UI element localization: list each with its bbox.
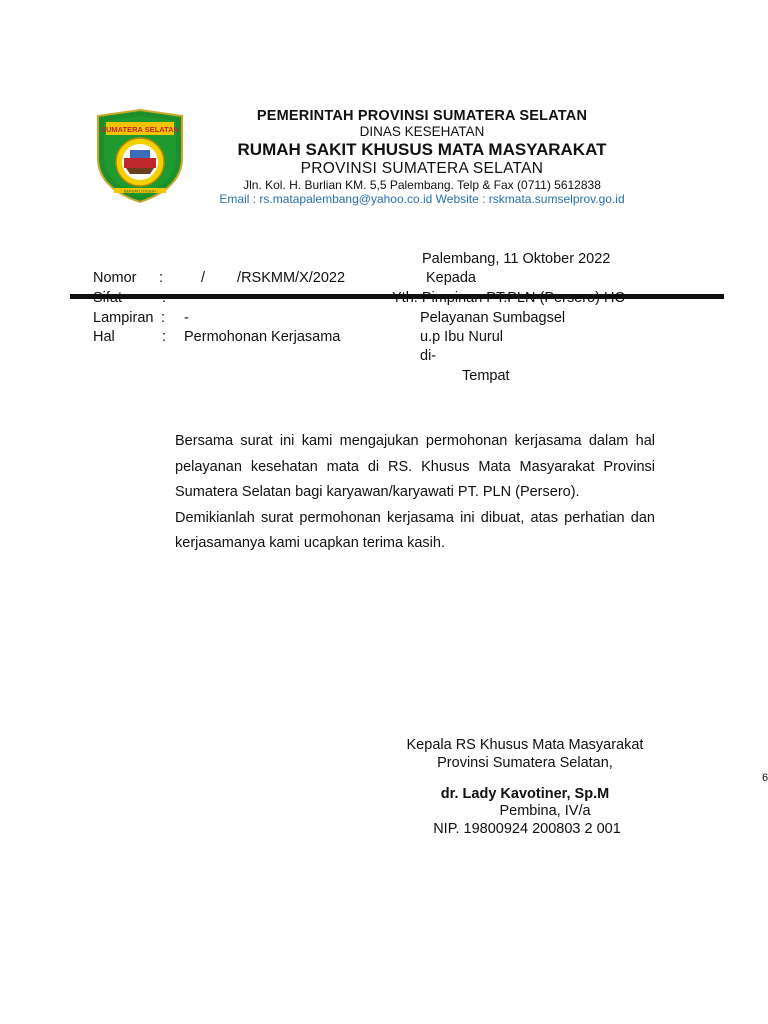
recipient-line5: Tempat [462,368,510,384]
lampiran-value: - [184,310,189,326]
province-line: PROVINSI SUMATERA SELATAN [300,160,544,177]
logo-text-bottom: BERSATU TEGUH [124,189,156,194]
signatory-name: dr. Lady Kavotiner, Sp.M [440,786,610,802]
hal-label: Hal [93,329,115,345]
recipient-line3: u.p Ibu Nurul [420,329,504,345]
lampiran-colon: : [161,310,166,326]
header-divider [70,294,724,299]
kepada-label: Kepada [426,270,476,286]
nomor-value: / /RSKMM/X/2022 [201,270,346,286]
signatory-rank: Pembina, IV/a [499,803,591,819]
margin-note: 6 [762,772,768,784]
hal-colon: : [162,329,167,345]
place-date: Palembang, 11 Oktober 2022 [422,251,611,267]
lampiran-label: Lampiran [93,310,154,326]
signatory-nip: NIP. 19800924 200803 2 001 [433,821,621,837]
nomor-colon: : [159,270,164,286]
nomor-label: Nomor [93,270,137,286]
signatory-title-2: Provinsi Sumatera Selatan, [437,755,613,771]
gov-line: PEMERINTAH PROVINSI SUMATERA SELATAN [256,108,588,124]
address-line: Jln. Kol. H. Burlian KM. 5,5 Palembang. Telp & Fax (0711) 5612838 [243,178,601,192]
body-paragraph-2: Demikianlah surat permohonan kerjasama ini dibuat, atas perhatian dan kerjasamanya kami ucapkan terima kasih. [175,509,655,551]
letter-body [175,429,655,557]
hospital-name: RUMAH SAKIT KHUSUS MATA MASYARAKAT [237,140,607,159]
recipient-line4: di- [420,348,437,364]
signatory-title-1: Kepala RS Khusus Mata Masyarakat [406,737,644,753]
agency-line: DINAS KESEHATAN [359,124,485,139]
logo-text-top: SUMATERA SELATAN [100,125,180,134]
recipient-line2: Pelayanan Sumbagsel [420,310,566,326]
contact-line: Email : rs.matapalembang@yahoo.co.id Website : rskmata.sumselprov.go.id [219,192,625,206]
body-paragraph-1: Bersama surat ini kami mengajukan permohonan kerjasama dalam hal pelayanan kesehatan mata di RS. Khusus Mata Masyarakat Provinsi Sumatera Selatan bagi karyawan/karyawati PT. PLN (Persero). [175,433,655,500]
hal-value: Permohonan Kerjasama [184,329,341,345]
